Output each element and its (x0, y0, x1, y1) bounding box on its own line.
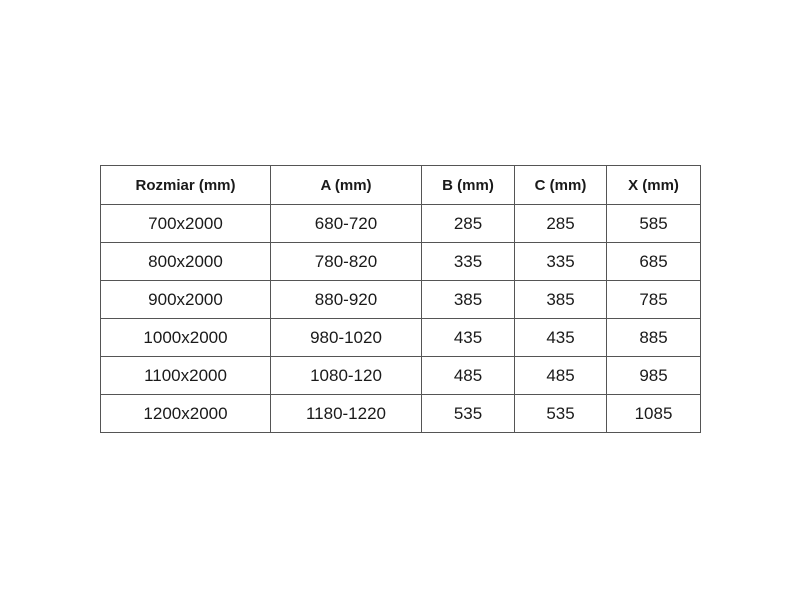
cell-c: 485 (515, 357, 607, 395)
cell-c: 435 (515, 319, 607, 357)
table-row (101, 395, 701, 433)
cell-c: 385 (515, 281, 607, 319)
table-header-row (101, 166, 701, 205)
cell-b: 285 (422, 205, 515, 243)
cell-b: 535 (422, 395, 515, 433)
header-size: Rozmiar (mm) (101, 166, 271, 205)
cell-x: 585 (607, 205, 701, 243)
cell-x: 685 (607, 243, 701, 281)
cell-a: 680-720 (271, 205, 422, 243)
header-c: C (mm) (515, 166, 607, 205)
cell-x: 885 (607, 319, 701, 357)
cell-x: 1085 (607, 395, 701, 433)
header-a: A (mm) (271, 166, 422, 205)
cell-b: 335 (422, 243, 515, 281)
cell-a: 1080-120 (271, 357, 422, 395)
table-row (101, 319, 701, 357)
cell-size: 1000x2000 (101, 319, 271, 357)
header-x: X (mm) (607, 166, 701, 205)
header-b: B (mm) (422, 166, 515, 205)
cell-size: 900x2000 (101, 281, 271, 319)
cell-size: 1200x2000 (101, 395, 271, 433)
dimensions-table (100, 165, 701, 433)
cell-size: 700x2000 (101, 205, 271, 243)
cell-x: 985 (607, 357, 701, 395)
table-row (101, 281, 701, 319)
table-row (101, 243, 701, 281)
cell-a: 1180-1220 (271, 395, 422, 433)
cell-c: 535 (515, 395, 607, 433)
cell-b: 385 (422, 281, 515, 319)
cell-a: 780-820 (271, 243, 422, 281)
cell-size: 800x2000 (101, 243, 271, 281)
table-row (101, 357, 701, 395)
cell-c: 285 (515, 205, 607, 243)
cell-a: 880-920 (271, 281, 422, 319)
cell-x: 785 (607, 281, 701, 319)
dimensions-table-container (100, 165, 700, 433)
cell-a: 980-1020 (271, 319, 422, 357)
table-row (101, 205, 701, 243)
cell-c: 335 (515, 243, 607, 281)
cell-b: 485 (422, 357, 515, 395)
cell-size: 1100x2000 (101, 357, 271, 395)
cell-b: 435 (422, 319, 515, 357)
